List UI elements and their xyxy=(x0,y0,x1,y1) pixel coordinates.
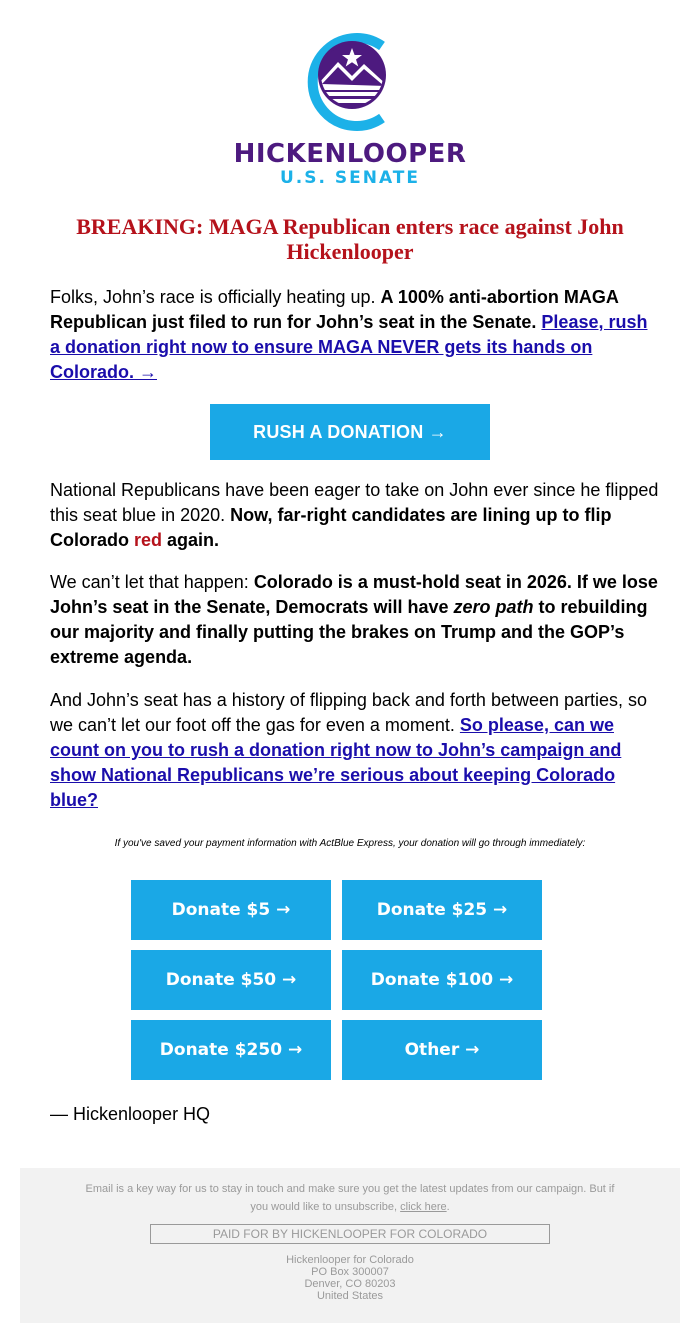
p3-italic: zero path xyxy=(453,597,534,617)
footer-period: . xyxy=(446,1201,450,1213)
paragraph-3 xyxy=(50,570,660,670)
campaign-logo xyxy=(0,28,700,188)
donate-50-button[interactable]: Donate $50 → xyxy=(131,950,331,1010)
p3-intro: We can’t let that happen: xyxy=(50,572,254,592)
hickenlooper-logo-icon xyxy=(304,28,396,138)
logo-sub-text: U.S. SENATE xyxy=(279,168,420,188)
donate-5-button[interactable]: Donate $5 → xyxy=(131,880,331,940)
address-line: United States xyxy=(316,1290,384,1302)
p1-donate-link[interactable]: Please, rush a donation right now to ensure MAGA NEVER gets its hands on Colorado. → xyxy=(50,312,648,382)
p2-red-word: red xyxy=(134,530,163,550)
p4-intro: And John’s seat has a history of flipping back and forth between parties, so we can’t let our foot off the gas for even a moment. xyxy=(50,690,648,735)
donate-25-button[interactable]: Donate $25 → xyxy=(342,880,542,940)
footer xyxy=(20,1168,680,1323)
p3-bold-a: Colorado is a must-hold seat in 2026. If we lose John’s seat in the Senate, Democrats will have xyxy=(50,572,658,617)
address-line: Denver, CO 80203 xyxy=(304,1278,396,1290)
rush-donation-button[interactable]: RUSH A DONATION → xyxy=(210,404,490,460)
p1-bold: A 100% anti-abortion MAGA Republican just filed to run for John’s seat in the Senate. xyxy=(50,287,619,332)
signoff: — Hickenlooper HQ xyxy=(50,1104,211,1124)
donate-other-button[interactable]: Other → xyxy=(342,1020,542,1080)
address-line: Hickenlooper for Colorado xyxy=(286,1254,414,1266)
actblue-express-note: If you've saved your payment information with ActBlue Express, your donation will go through immediately: xyxy=(114,838,586,849)
address-line: PO Box 300007 xyxy=(311,1266,389,1278)
footer-text xyxy=(80,1180,620,1216)
paid-for-disclaimer: PAID FOR BY HICKENLOOPER FOR COLORADO xyxy=(150,1224,550,1244)
p2-bold-a: Now, far-right candidates are lining up to flip Colorado xyxy=(50,505,612,550)
logo-name-text: HICKENLOOPER xyxy=(233,139,467,169)
headline: BREAKING: MAGA Republican enters race against John Hickenlooper xyxy=(76,214,624,264)
p4-donate-link[interactable]: So please, can we count on you to rush a donation right now to John’s campaign and show National Republicans we’re serious about keeping Colorado blue? xyxy=(50,715,622,810)
donate-250-button[interactable]: Donate $250 → xyxy=(131,1020,331,1080)
p2-intro: National Republicans have been eager to take on John ever since he flipped this seat blue in 2020. xyxy=(50,480,659,525)
unsubscribe-link[interactable]: click here xyxy=(400,1201,447,1213)
footer-message: Email is a key way for us to stay in touch and make sure you get the latest updates from our campaign. But if you would like to unsubscribe, xyxy=(85,1183,615,1213)
donate-100-button[interactable]: Donate $100 → xyxy=(342,950,542,1010)
paragraph-4 xyxy=(50,688,660,813)
paragraph-1 xyxy=(50,285,660,385)
p2-bold-b: again. xyxy=(162,530,220,550)
mailing-address xyxy=(20,1254,680,1302)
paragraph-2 xyxy=(50,478,660,553)
p1-intro: Folks, John’s race is officially heating up. xyxy=(50,287,381,307)
p3-bold-b: to rebuilding our majority and finally putting the brakes on Trump and the GOP’s extreme agenda. xyxy=(50,597,648,667)
